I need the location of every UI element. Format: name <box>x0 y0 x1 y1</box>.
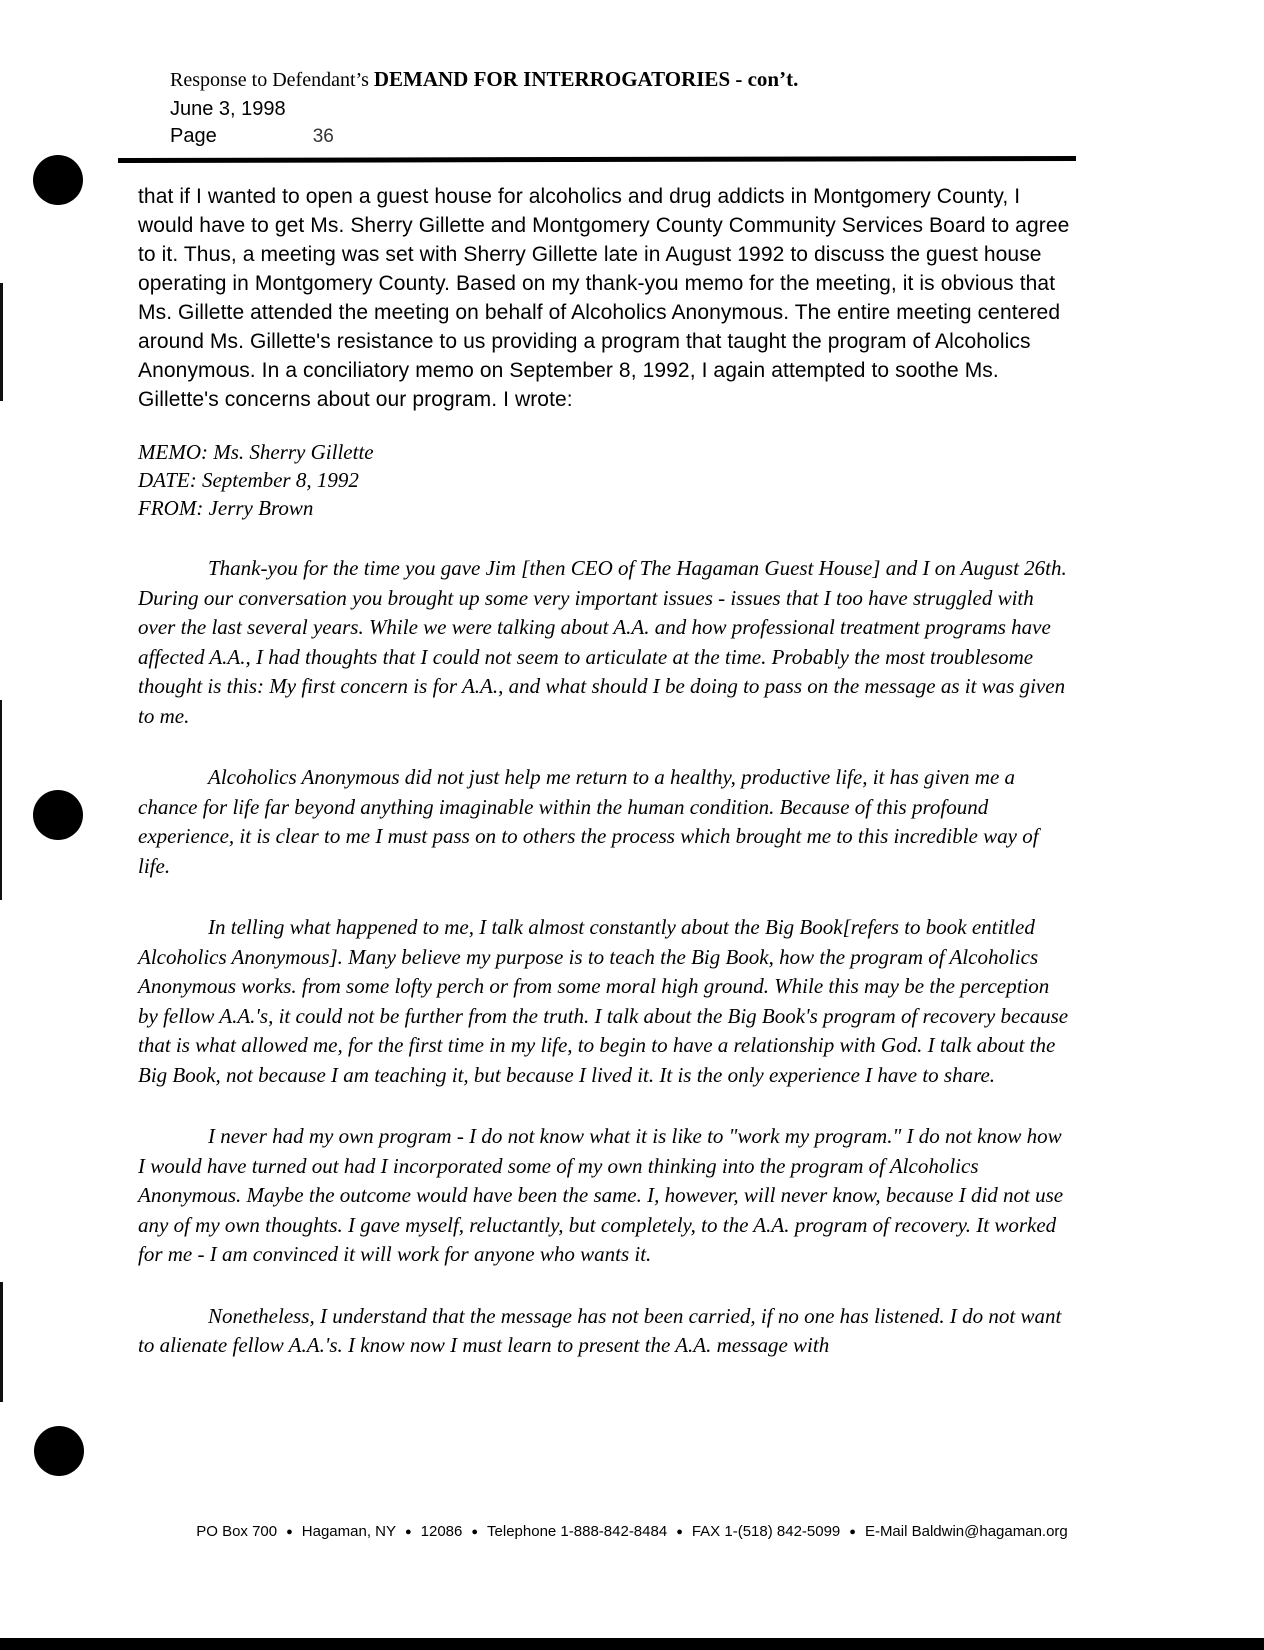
document-header <box>170 66 798 150</box>
scan-edge-artifact <box>0 700 2 900</box>
document-body <box>138 182 1070 1361</box>
memo-paragraph: Thank-you for the time you gave Jim [then CEO of The Hagaman Guest House] and I on August 26th. During our conversation you brought up some very important issues - issues that I too have struggled with over the last several years. While we were talking about A.A. and how professional treatment programs have affected A.A., I had thoughts that I could not seem to articulate at the time. Probably the most troublesome thought is this: My first concern is for A.A., and what should I be doing to pass on the message as it was given to me. <box>138 556 1067 728</box>
memo-paragraph: Nonetheless, I understand that the message has not been carried, if no one has listened. I do not want to alienate fellow A.A.'s. I know now I must learn to present the A.A. message with <box>138 1303 1062 1357</box>
document-date: June 3, 1998 <box>170 98 286 120</box>
bullet-icon: ● <box>405 1526 412 1538</box>
scan-edge-artifact <box>0 1282 3 1402</box>
scan-edge-artifact <box>0 283 3 401</box>
bullet-icon: ● <box>676 1526 683 1538</box>
footer-item: PO Box 700 <box>196 1523 278 1540</box>
page-label: Page <box>170 125 217 147</box>
intro-paragraph: that if I wanted to open a guest house for alcoholics and drug addicts in Montgomery County, I would have to get Ms. Sherry Gillette and Montgomery County Community Services Board to agree to it. Thus, a meeting was set with Sherry Gillette late in August 1992 to discuss the guest house operating in Montgomery County. Based on my thank-you memo for the meeting, it is obvious that Ms. Gillette attended the meeting on behalf of Alcoholics Anonymous. The entire meeting centered around Ms. Gillette's resistance to us providing a program that taught the program of Alcoholics Anonymous. In a conciliatory memo on September 8, 1992, I again attempted to soothe Ms. Gillette's concerns about our program. I wrote: <box>138 185 1070 411</box>
document-footer <box>0 1523 1264 1540</box>
footer-item: FAX 1-(518) 842-5099 <box>691 1523 841 1540</box>
memo-paragraph: In telling what happened to me, I talk almost constantly about the Big Book[refers to book entitled Alcoholics Anonymous]. Many believe my purpose is to teach the Big Book, how the program of Alcoholics Anonymous works. from some lofty perch or from some moral high ground. While this may be the perception by fellow A.A.'s, it could not be further from the truth. I talk about the Big Book's program of recovery because that is what allowed me, for the first time in my life, to begin to have a relationship with God. I talk about the Big Book, not because I am teaching it, but because I lived it. It is the only experience I have to share. <box>138 915 1069 1087</box>
hole-punch-bottom <box>34 1426 84 1476</box>
page-number: 36 <box>312 126 334 147</box>
memo-header-line: MEMO: Ms. Sherry Gillette <box>138 440 374 464</box>
memo-header-line: FROM: Jerry Brown <box>138 496 314 520</box>
document-title <box>170 66 798 93</box>
memo-paragraph: I never had my own program - I do not know what it is like to "work my program." I do not know how I would have turned out had I incorporated some of my own thinking into the program of Alcoholics Anonymous. Maybe the outcome would have been the same. I, however, will never know, because I did not use any of my own thoughts. I gave myself, reluctantly, but completely, to the A.A. program of recovery. It worked for me - I am convinced it will work for anyone who wants it. <box>138 1124 1064 1266</box>
bullet-icon: ● <box>471 1526 479 1538</box>
footer-item: E-Mail Baldwin@hagaman.org <box>864 1523 1068 1540</box>
scan-bottom-bar <box>0 1638 1264 1650</box>
memo-paragraph: Alcoholics Anonymous did not just help me return to a healthy, productive life, it has given me a chance for life far beyond anything imaginable within the human condition. Because of this profound experience, it is clear to me I must pass on to others the process which brought me to this incredible way of life. <box>138 765 1039 878</box>
title-prefix: Response to Defendant’s <box>170 69 374 91</box>
footer-item: 12086 <box>420 1523 463 1540</box>
memo-header <box>138 438 1070 522</box>
hole-punch-top <box>33 155 83 205</box>
bullet-icon: ● <box>849 1526 856 1538</box>
page-indicator <box>170 123 798 150</box>
header-divider <box>118 156 1076 163</box>
memo-body <box>138 554 1070 1361</box>
footer-item: Telephone 1-888-842-8484 <box>487 1523 668 1540</box>
footer-item: Hagaman, NY <box>301 1523 396 1540</box>
bullet-icon: ● <box>286 1526 293 1538</box>
hole-punch-middle <box>33 790 83 840</box>
memo-header-line: DATE: September 8, 1992 <box>138 468 359 492</box>
title-bold: DEMAND FOR INTERROGATORIES - con’t. <box>373 67 799 91</box>
